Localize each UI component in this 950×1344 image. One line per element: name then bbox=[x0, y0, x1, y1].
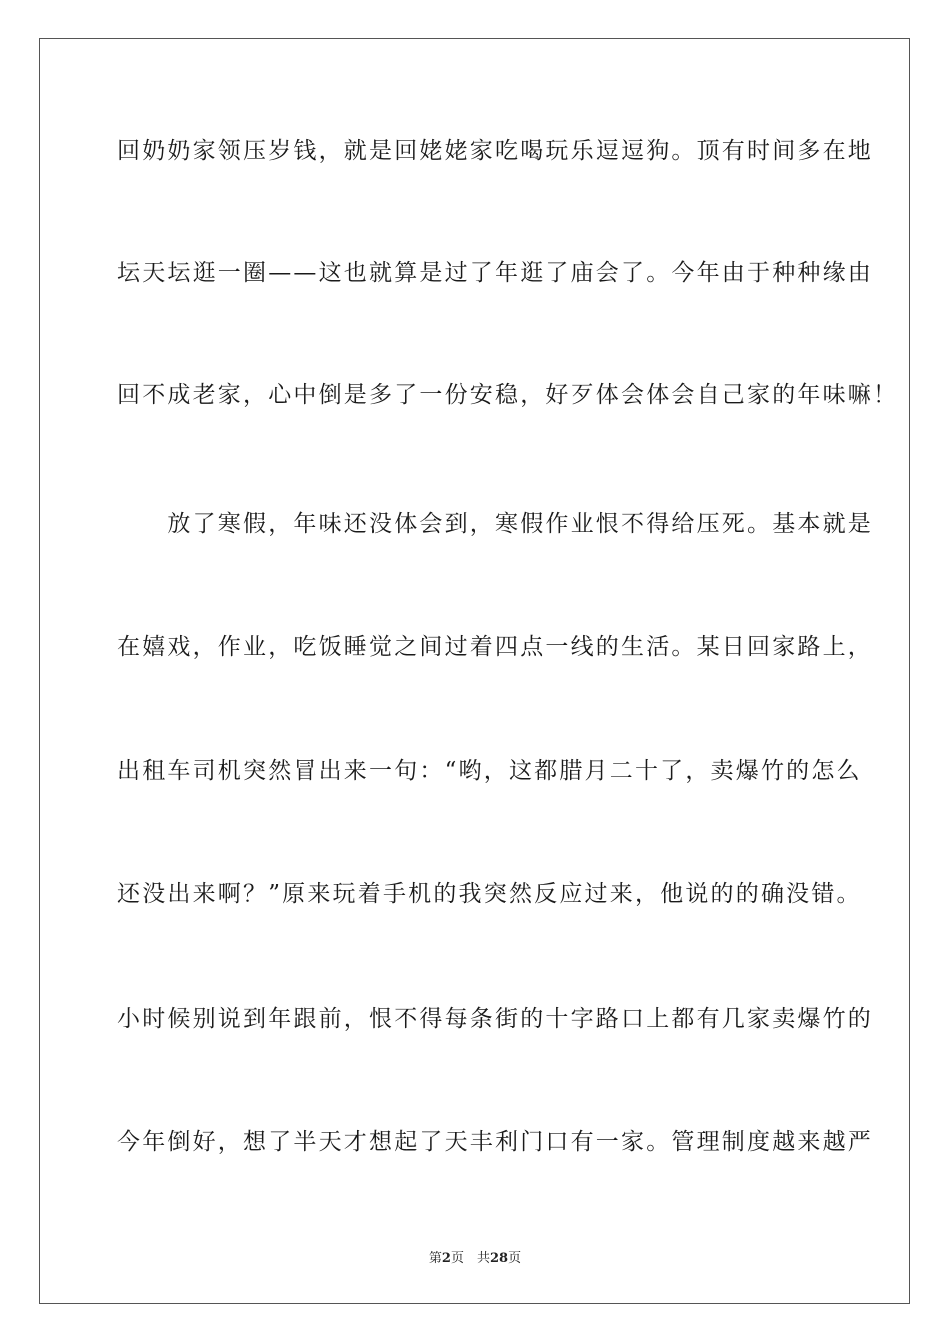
page-border bbox=[39, 38, 910, 1304]
footer-prefix: 第 bbox=[428, 1251, 442, 1266]
page-footer bbox=[0, 1247, 950, 1266]
footer-page-number: 2 bbox=[441, 1251, 451, 1266]
text-line-2: 坛天坛逛一圈——这也就算是过了年逛了庙会了。今年由于种种缘由 bbox=[117, 260, 873, 286]
text-line-5: 在嬉戏，作业，吃饭睡觉之间过着四点一线的生活。某日回家路上， bbox=[117, 634, 873, 660]
text-line-9: 今年倒好，想了半天才想起了天丰利门口有一家。管理制度越来越严 bbox=[117, 1129, 873, 1155]
text-line-3: 回不成老家，心中倒是多了一份安稳，好歹体会体会自己家的年味嘛！ bbox=[117, 382, 899, 408]
text-line-8: 小时候别说到年跟前，恨不得每条街的十字路口上都有几家卖爆竹的 bbox=[117, 1006, 873, 1032]
text-line-1: 回奶奶家领压岁钱，就是回姥姥家吃喝玩乐逗逗狗。顶有时间多在地 bbox=[117, 138, 873, 164]
footer-suffix: 页 bbox=[508, 1251, 522, 1266]
text-line-7: 还没出来啊？”原来玩着手机的我突然反应过来，他说的的确没错。 bbox=[117, 881, 862, 907]
text-line-6: 出租车司机突然冒出来一句：“哟，这都腊月二十了，卖爆竹的怎么 bbox=[117, 758, 862, 784]
footer-middle: 页 共 bbox=[450, 1251, 490, 1266]
text-line-4: 放了寒假，年味还没体会到，寒假作业恨不得给压死。基本就是 bbox=[117, 511, 873, 537]
footer-total-pages: 28 bbox=[489, 1251, 509, 1266]
